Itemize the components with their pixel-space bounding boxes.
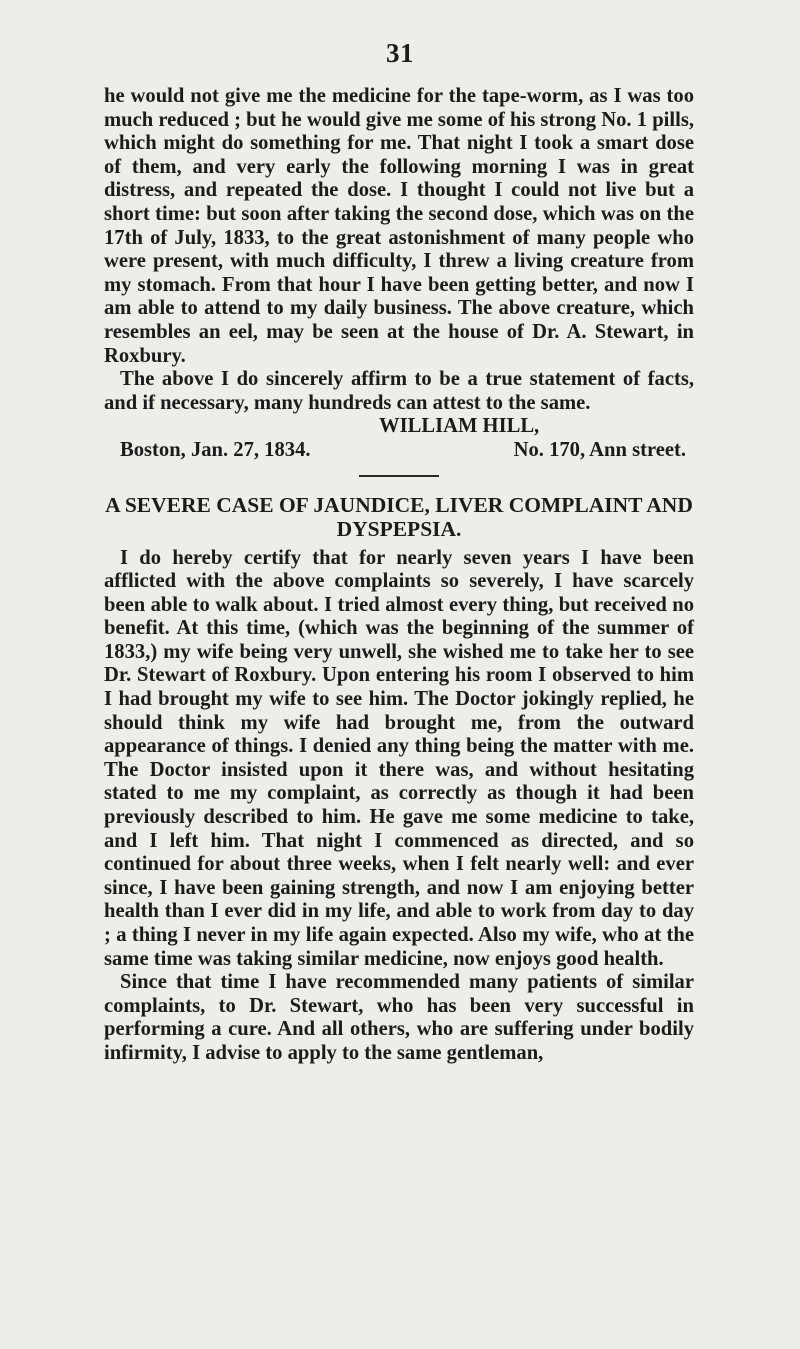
- place-date: Boston, Jan. 27, 1834.: [120, 438, 311, 461]
- testimonial-jaundice: [104, 493, 694, 1066]
- address: No. 170, Ann street.: [513, 438, 686, 461]
- signature-name: WILLIAM HILL,: [379, 415, 540, 438]
- paragraph: The above I do sincerely affirm to be a true statement of facts, and if necessary, many hundreds can attest to the same.: [104, 368, 694, 414]
- section-divider: [359, 475, 439, 477]
- testimonial-william-hill: [104, 85, 694, 463]
- paragraph: I do hereby certify that for nearly seven years I have been afflicted with the above complaints so severely, I have scarcely been able to walk about. I tried almost every thing, but received no benefit. At this time, (which was the beginning of the summer of 1833,) my wife being very unwell, she wished me to take her to see Dr. Stewart of Roxbury. Upon entering his room I observed to him I had brought my wife to see him. The Doctor jokingly replied, he should think my wife had brought me, from the outward appearance of things. I denied any thing being the matter with me. The Doctor insisted upon it there was, and without hesitating stated to me my complaint, as correctly as though it had been previously described to him. He gave me some medicine to take, and I left him. That night I commenced as directed, and so continued for about three weeks, when I felt nearly well: and ever since, I have been gaining strength, and now I am enjoying better health than I ever did in my life, and able to work from day to day ; a thing I never in my life again expected. Also my wife, who at the same time was taking similar medicine, now enjoys good health.: [104, 546, 694, 970]
- page-number: 31: [386, 38, 414, 68]
- paragraph: he would not give me the medicine for the tape-worm, as I was too much reduced ; but he would give me some of his strong No. 1 pills, which might do something for me. That night I took a smart dose of them, and very early the following morning I was in great distress, and repeated the dose. I thought I could not live but a short time: but soon after taking the second dose, which was on the 17th of July, 1833, to the great astonishment of many people who were present, with much difficulty, I threw a living creature from my stomach. From that hour I have been getting better, and now I am able to attend to my daily business. The above creature, which resembles an eel, may be seen at the house of Dr. A. Stewart, in Roxbury.: [104, 85, 694, 367]
- section-heading: A SEVERE CASE OF JAUNDICE, LIVER COMPLAINT AND DYSPEPSIA.: [105, 492, 693, 541]
- signature-line: [104, 439, 694, 463]
- page-content: [104, 85, 694, 1066]
- paragraph: Since that time I have recommended many patients of similar complaints, to Dr. Stewart, who has been very successful in performing a cure. And all others, who are suffering under bodily infirmity, I advise to apply to the same gentleman,: [104, 971, 694, 1064]
